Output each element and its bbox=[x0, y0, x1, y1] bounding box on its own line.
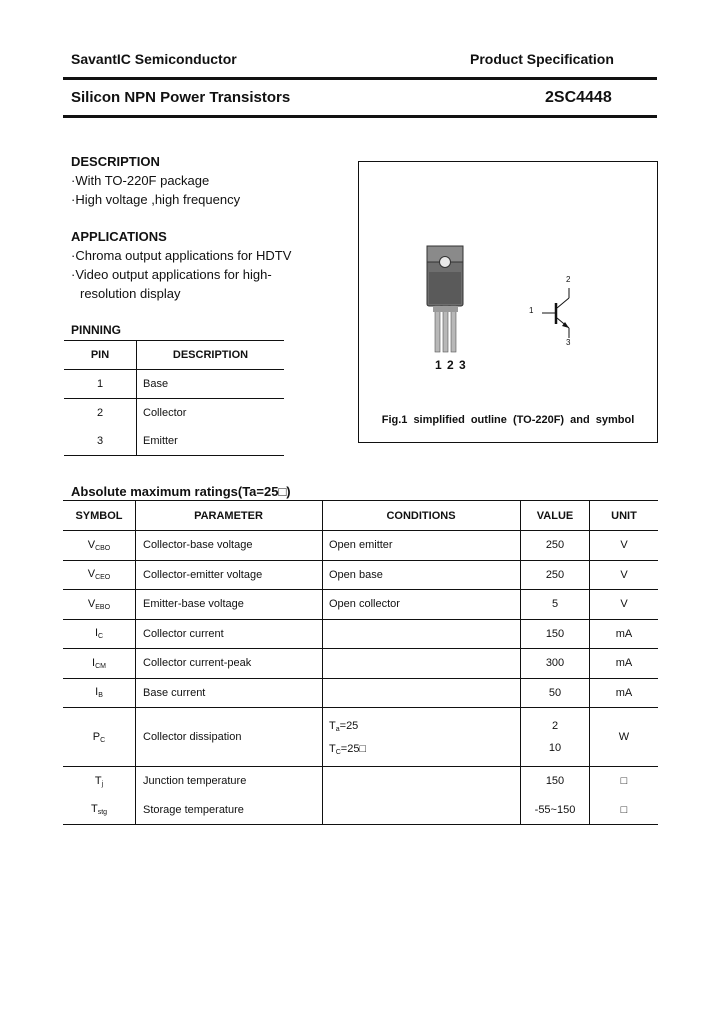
table-row bbox=[63, 590, 658, 620]
description-title: DESCRIPTION bbox=[71, 154, 160, 169]
symbol-cell: ICM bbox=[63, 649, 136, 679]
unit-header: UNIT bbox=[590, 501, 659, 531]
symbol-header: SYMBOL bbox=[63, 501, 136, 531]
conditions-cell bbox=[323, 678, 521, 708]
table-row-dissipation bbox=[63, 708, 658, 767]
symbol-pin-3-label: 3 bbox=[566, 338, 571, 347]
symbol-cell: IC bbox=[63, 619, 136, 649]
table-row bbox=[63, 649, 658, 679]
pinning-row bbox=[64, 399, 284, 428]
table-row bbox=[63, 619, 658, 649]
application-item: ·Video output applications for high- bbox=[71, 267, 272, 282]
symbol-cell: Tstg bbox=[63, 796, 136, 825]
pin-number: 3 bbox=[64, 427, 137, 456]
pin-description: Base bbox=[137, 370, 285, 399]
value-cell: 150 bbox=[521, 619, 590, 649]
parameter-cell: Collector-base voltage bbox=[136, 531, 323, 561]
pinning-row bbox=[64, 427, 284, 456]
unit-cell: □ bbox=[620, 775, 628, 788]
product-line: Silicon NPN Power Transistors bbox=[71, 89, 291, 106]
ratings-header-row bbox=[63, 501, 658, 531]
unit-cell: V bbox=[590, 590, 659, 620]
table-row bbox=[63, 560, 658, 590]
conditions-cell bbox=[323, 796, 521, 825]
header-rule-top bbox=[63, 77, 657, 80]
ratings-table bbox=[63, 500, 658, 825]
unit-cell: mA bbox=[590, 678, 659, 708]
figure-caption: Fig.1 simplified outline (TO-220F) and symbol bbox=[381, 414, 635, 426]
pinning-table bbox=[64, 340, 284, 456]
value-cell: 250 bbox=[521, 531, 590, 561]
company-name: SavantIC Semiconductor bbox=[71, 51, 237, 67]
description-item: ·High voltage ,high frequency bbox=[71, 192, 241, 207]
parameter-cell: Emitter-base voltage bbox=[136, 590, 323, 620]
pinning-title: PINNING bbox=[71, 323, 122, 337]
unit-cell: V bbox=[590, 560, 659, 590]
value-cell: 150 bbox=[521, 767, 590, 796]
pin-description: Collector bbox=[137, 399, 285, 428]
ratings-title: Absolute maximum ratings(Ta=25□) bbox=[71, 484, 291, 499]
pinning-header-row bbox=[64, 341, 284, 370]
part-number: 2SC4448 bbox=[545, 89, 612, 106]
value-cell: 5 bbox=[521, 590, 590, 620]
conditions-cell bbox=[323, 619, 521, 649]
condition-line: TC=25□ bbox=[329, 742, 367, 756]
value-cell: -55~150 bbox=[521, 796, 590, 825]
package-pin-numbers: 1 2 3 bbox=[435, 358, 467, 372]
pinning-row bbox=[64, 370, 284, 399]
description-item: ·With TO-220F package bbox=[71, 173, 210, 188]
symbol-cell: VCBO bbox=[63, 531, 136, 561]
parameter-cell: Storage temperature bbox=[136, 796, 323, 825]
table-row bbox=[63, 767, 658, 796]
unit-cell: mA bbox=[590, 649, 659, 679]
description-list bbox=[71, 171, 240, 209]
unit-cell: V bbox=[590, 531, 659, 561]
conditions-cell bbox=[323, 649, 521, 679]
condition-line: Ta=25 bbox=[323, 715, 520, 738]
symbol-cell: IB bbox=[63, 678, 136, 708]
pin-header: PIN bbox=[64, 341, 137, 370]
applications-title: APPLICATIONS bbox=[71, 229, 167, 244]
value-cell: 250 bbox=[521, 560, 590, 590]
parameter-cell: Collector dissipation bbox=[136, 708, 323, 767]
table-row bbox=[63, 796, 658, 825]
doc-type: Product Specification bbox=[470, 51, 614, 67]
conditions-cell: Open emitter bbox=[323, 531, 521, 561]
conditions-header: CONDITIONS bbox=[323, 501, 521, 531]
pin-number: 1 bbox=[64, 370, 137, 399]
parameter-cell: Base current bbox=[136, 678, 323, 708]
unit-cell: mA bbox=[590, 619, 659, 649]
value-cell: 300 bbox=[521, 649, 590, 679]
conditions-cell: Open collector bbox=[323, 590, 521, 620]
applications-list bbox=[71, 246, 291, 303]
table-row bbox=[63, 678, 658, 708]
parameter-cell: Junction temperature bbox=[136, 767, 323, 796]
pin-desc-header: DESCRIPTION bbox=[137, 341, 285, 370]
header-rule-bottom bbox=[63, 115, 657, 118]
unit-cell: □ bbox=[590, 796, 659, 825]
pin-number: 2 bbox=[64, 399, 137, 428]
pin-description: Emitter bbox=[137, 427, 285, 456]
conditions-cell: Open base bbox=[323, 560, 521, 590]
table-row bbox=[63, 531, 658, 561]
npn-transistor-symbol-icon bbox=[359, 162, 657, 412]
parameter-header: PARAMETER bbox=[136, 501, 323, 531]
value-cell bbox=[521, 708, 590, 767]
parameter-cell: Collector-emitter voltage bbox=[136, 560, 323, 590]
application-item: ·Chroma output applications for HDTV bbox=[71, 248, 292, 263]
value-line: 2 bbox=[551, 720, 559, 732]
parameter-cell: Collector current bbox=[136, 619, 323, 649]
figure-box bbox=[358, 161, 658, 443]
conditions-cell bbox=[323, 708, 521, 767]
symbol-pin-2-label: 2 bbox=[566, 275, 571, 284]
parameter-cell: Collector current-peak bbox=[136, 649, 323, 679]
symbol-cell: VEBO bbox=[63, 590, 136, 620]
symbol-cell: VCEO bbox=[63, 560, 136, 590]
value-line: 10 bbox=[548, 742, 562, 754]
symbol-cell: PC bbox=[63, 708, 136, 767]
symbol-pin-1-label: 1 bbox=[529, 306, 534, 315]
unit-cell: W bbox=[590, 708, 659, 767]
symbol-cell: Tj bbox=[63, 767, 136, 796]
value-header: VALUE bbox=[521, 501, 590, 531]
conditions-cell bbox=[323, 767, 521, 796]
value-cell: 50 bbox=[521, 678, 590, 708]
application-item: resolution display bbox=[80, 286, 181, 301]
